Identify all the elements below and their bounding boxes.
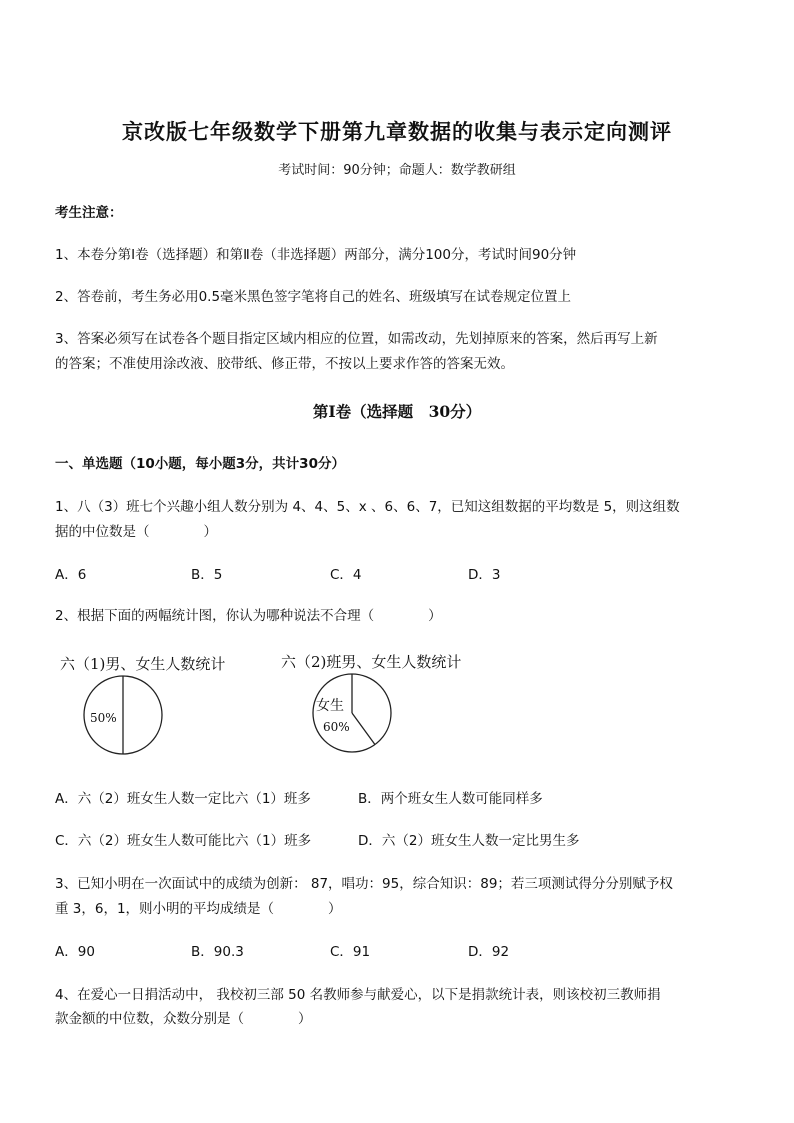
- part-heading: 一、单选题（10小题，每小题3分，共计30分）: [55, 456, 345, 472]
- pie-2-percent-label: 60%: [323, 720, 350, 734]
- question-1-option-b[interactable]: B．5: [191, 567, 223, 583]
- question-4-line2: 款金额的中位数，众数分别是（ ）: [55, 1011, 312, 1027]
- question-2-option-b[interactable]: B．两个班女生人数可能同样多: [358, 791, 543, 807]
- pie-chart-class-1: [78, 670, 168, 760]
- question-1-option-a[interactable]: A．6: [55, 567, 87, 583]
- question-2-option-a[interactable]: A．六（2）班女生人数一定比六（1）班多: [55, 791, 311, 807]
- notice-heading: 考生注意：: [55, 205, 123, 221]
- question-3-line2: 重 3，6，1，则小明的平均成绩是（ ）: [55, 901, 342, 917]
- question-1-option-c[interactable]: C．4: [330, 567, 362, 583]
- question-3-option-c[interactable]: C．91: [330, 944, 371, 960]
- section-title: 第Ⅰ卷（选择题 30分）: [312, 402, 482, 421]
- chart-left-title: 六（1)男、女生人数统计: [60, 655, 226, 673]
- page-title: 京改版七年级数学下册第九章数据的收集与表示定向测评: [122, 119, 672, 144]
- question-2-option-d[interactable]: D．六（2）班女生人数一定比男生多: [358, 833, 580, 849]
- question-3-option-b[interactable]: B．90.3: [191, 944, 244, 960]
- question-1-option-d[interactable]: D．3: [468, 567, 501, 583]
- pie-chart-class-2: [307, 668, 397, 758]
- notice-item-2: 2、答卷前，考生务必用0.5毫米黑色签字笔将自己的姓名、班级填写在试卷规定位置上: [55, 289, 572, 305]
- exam-info: 考试时间：90分钟；命题人：数学教研组: [278, 163, 516, 178]
- question-1-line2: 据的中位数是（ ）: [55, 524, 217, 540]
- question-3-option-d[interactable]: D．92: [468, 944, 510, 960]
- pie-2-slice-label: 女生: [316, 698, 344, 714]
- question-3-option-a[interactable]: A．90: [55, 944, 95, 960]
- question-4-line1: 4、在爱心一日捐活动中， 我校初三部 50 名教师参与献爱心，以下是捐款统计表，则该校初三教师捐: [55, 987, 661, 1003]
- question-3-line1: 3、已知小明在一次面试中的成绩为创新： 87，唱功：95，综合知识：89；若三项测试得分分别赋予权: [55, 876, 673, 892]
- question-2-text: 2、根据下面的两幅统计图，你认为哪种说法不合理（ ）: [55, 608, 442, 624]
- notice-item-3-line1: 3、答案必须写在试卷各个题目指定区域内相应的位置，如需改动，先划掉原来的答案，然后再写上新: [55, 331, 658, 347]
- chart-right-title: 六（2)班男、女生人数统计: [281, 653, 462, 671]
- question-2-option-c[interactable]: C．六（2）班女生人数可能比六（1）班多: [55, 833, 312, 849]
- question-1-line1: 1、八（3）班七个兴趣小组人数分别为 4、4、5、x 、6、6、7，已知这组数据的平均数是 5，则这组数: [55, 499, 680, 515]
- notice-item-1: 1、本卷分第Ⅰ卷（选择题）和第Ⅱ卷（非选择题）两部分，满分100分，考试时间90分钟: [55, 247, 577, 263]
- pie-1-percent-label: 50%: [90, 711, 117, 725]
- notice-item-3-line2: 的答案；不准使用涂改液、胶带纸、修正带，不按以上要求作答的答案无效。: [55, 356, 514, 372]
